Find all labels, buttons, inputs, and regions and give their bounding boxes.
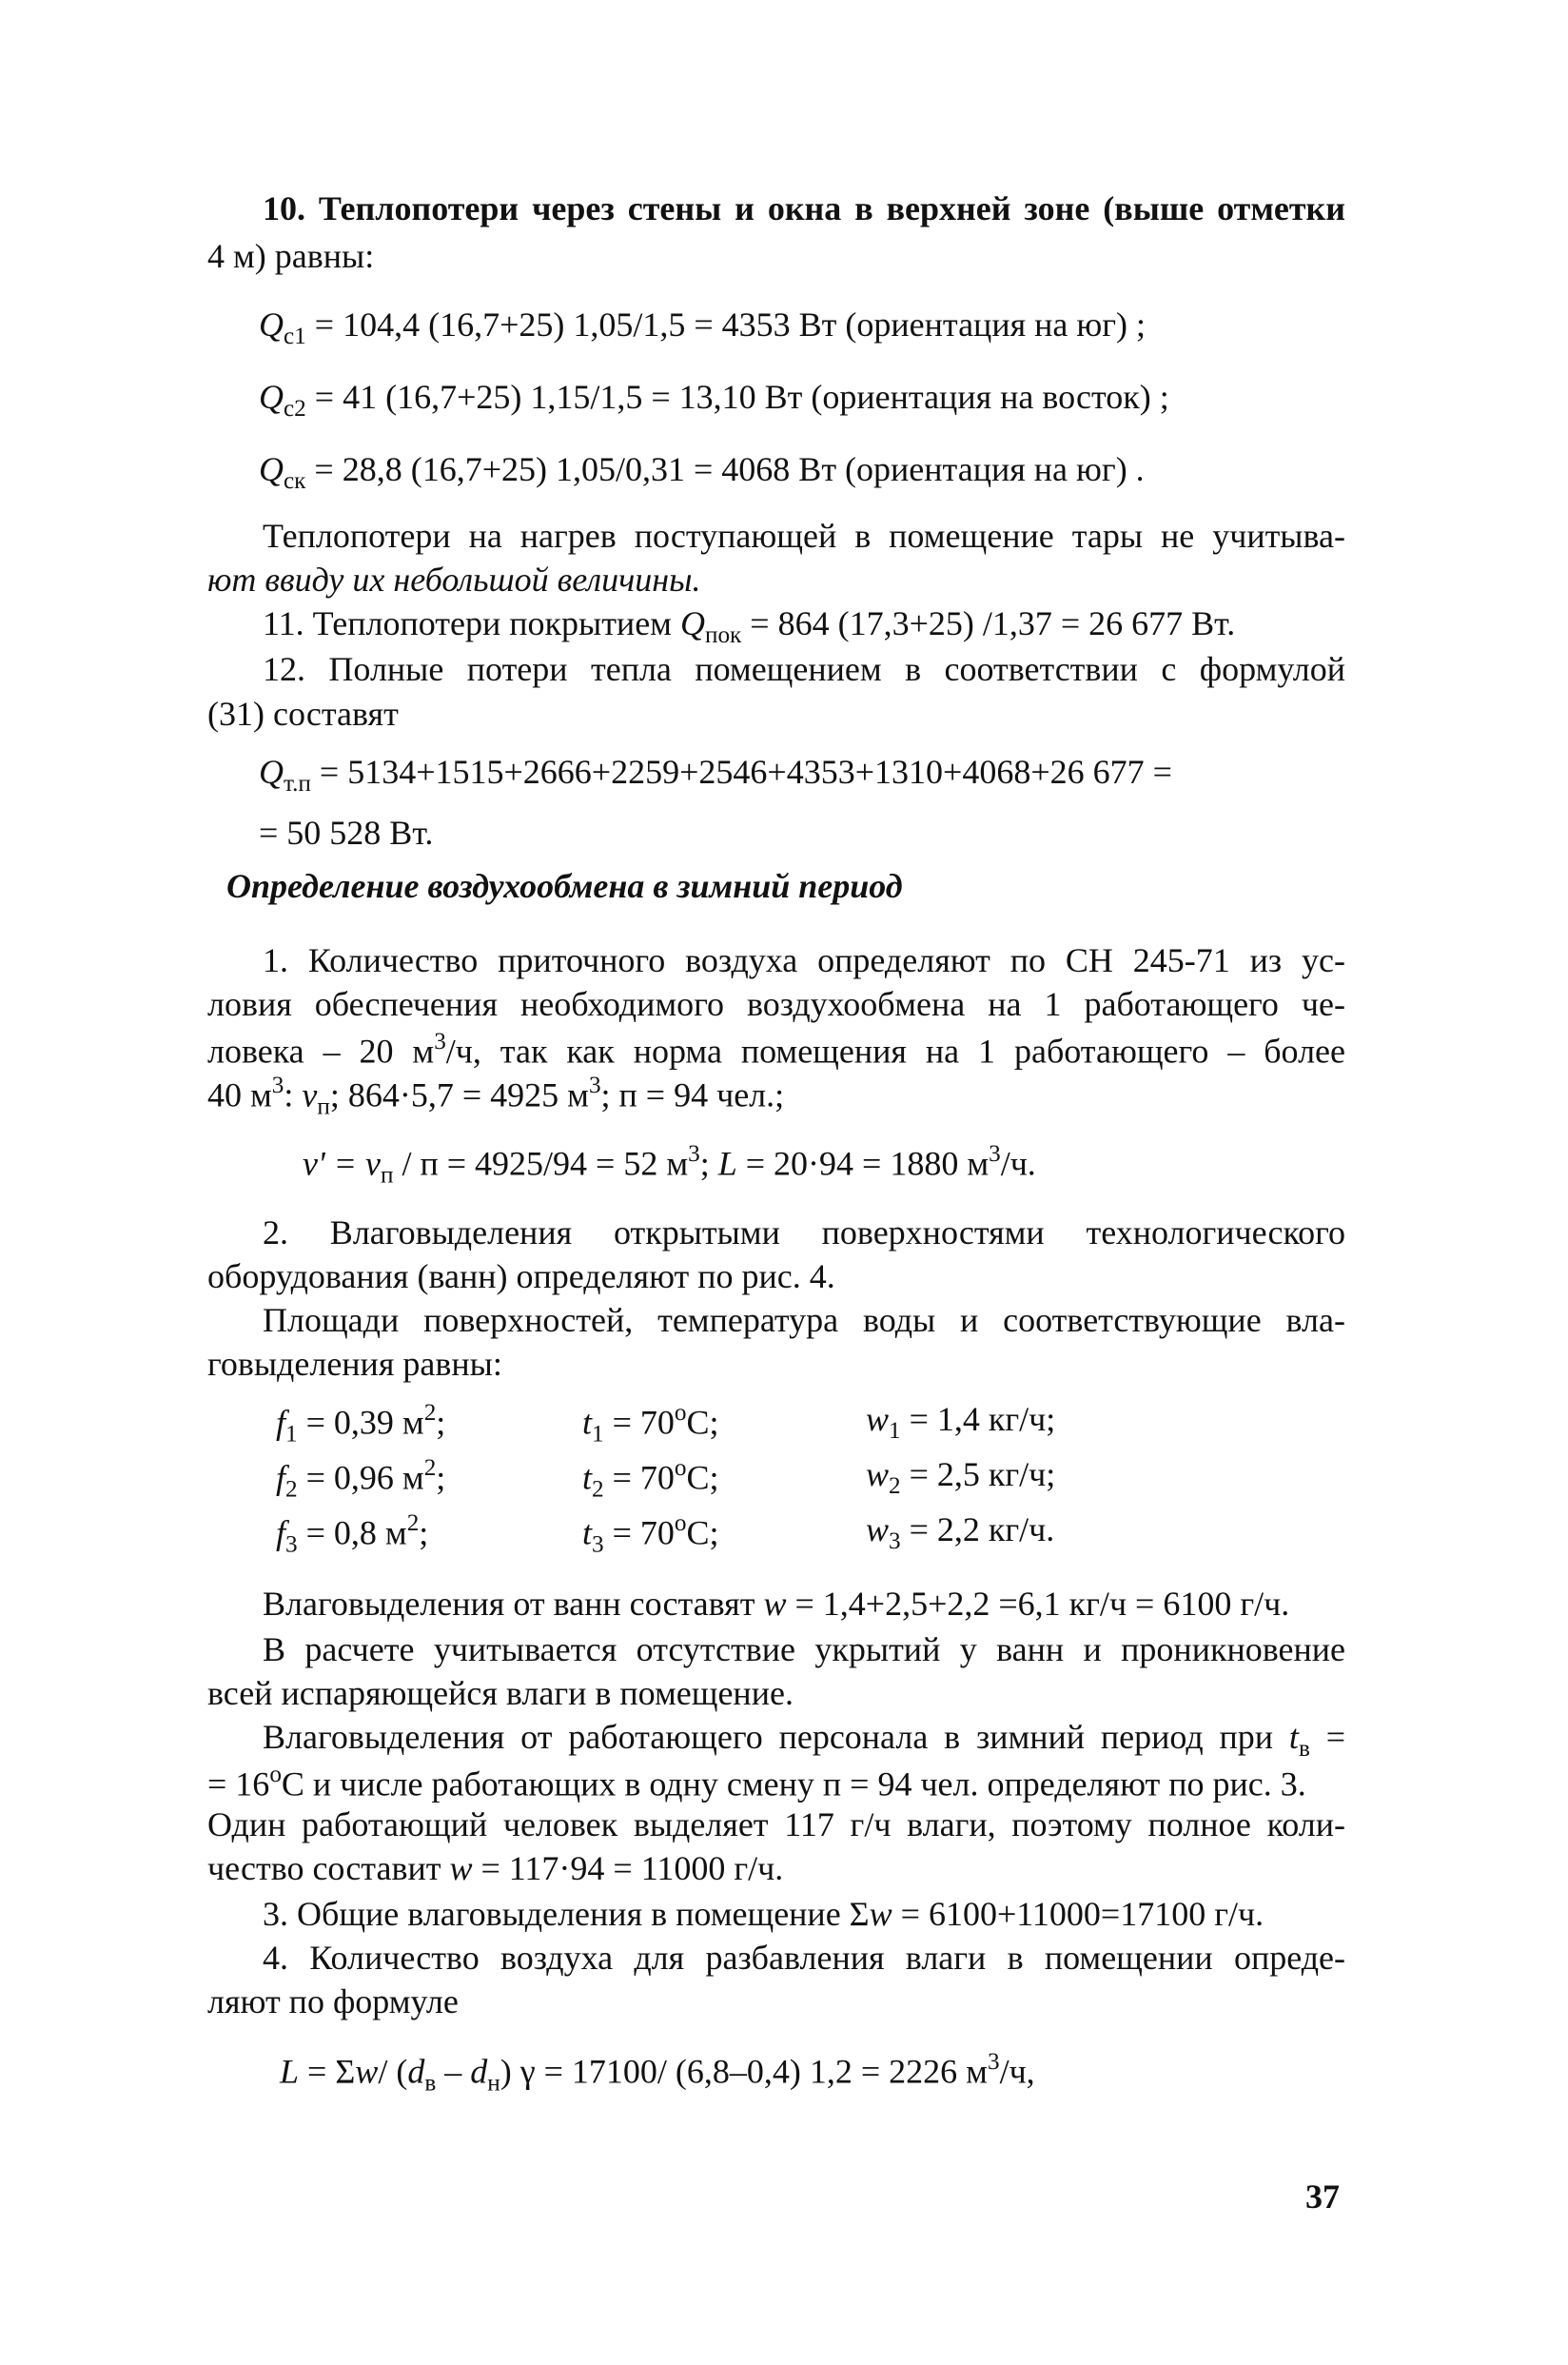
section-heading: Определение воздухообмена в зимний период: [226, 867, 903, 905]
paragraph-2-line-2: оборудования (ванн) определяют по рис. 4.: [207, 1257, 835, 1295]
table-row-2-area: $f_2 = 0,96$ $м^2$;: [276, 1455, 446, 1503]
table-row-3-temp: $t_3 = 70^oC$;: [582, 1510, 719, 1558]
paragraph-4-line-2: ляют по формуле: [207, 1982, 459, 2020]
paragraph-1-line-1: 1. Количество приточного воздуха определяют по СН 245-71 из ус-: [263, 941, 1345, 979]
note-line-2: ют ввиду их небольшой величины.: [207, 561, 701, 599]
paragraph-4-line-1: 4. Количество воздуха для разбавления влаги в помещении опреде-: [263, 1939, 1345, 1977]
paragraph-12-line-1: 12. Полные потери тепла помещением в соответствии с формулой: [263, 650, 1345, 688]
moisture-line-6: Один работающий человек выделяет 117 г/ч влаги, поэтому полное коли-: [207, 1805, 1345, 1843]
paragraph-11: 11. Теплопотери покрытием $Q_{пок} = 864$ (17,3+25) /1,37 = 26 677 Вт.: [263, 604, 1236, 649]
table-row-1-area: $f_1 = 0,39$ $м^2$;: [276, 1400, 446, 1448]
formula-qtp: $Q_{т.п} = 5134+1515+2666+2259+2546+4353+1310+4068+26$ 677 =: [259, 753, 1172, 798]
paragraph-1-line-4: 40 $м^3$: $v_п$; 864·5,7 = 4925 $м^3$; п = 94 чел.;: [207, 1073, 785, 1120]
moisture-line-1: Влаговыделения от ванн составят w = 1,4+2,5+2,2 =6,1 кг/ч = 6100 г/ч.: [263, 1585, 1290, 1623]
table-row-3-moisture: $w_3 = 2,2$ кг/ч.: [866, 1510, 1055, 1555]
moisture-line-5: = $16^oС$ и числе работающих в одну смену п = 94 чел. определяют по рис. 3.: [207, 1762, 1306, 1803]
moisture-line-4: Влаговыделения от работающего персонала в зимний период при $t_в$ =: [263, 1718, 1345, 1763]
formula-air-per-person: $v' = v_п / п = 4925/94 = 52$ $м^3$; L = 20·94 = 1880 $м^3/ч$.: [303, 1141, 1036, 1189]
paragraph-2-line-3: Площади поверхностей, температура воды и соответствующие вла-: [263, 1301, 1345, 1339]
formula-qtp-result: = 50 528 Вт.: [259, 814, 434, 852]
formula-qc1: $Q_{c1} = 104,4$ (16,7+25) 1,05/1,5 = 4353 Вт (ориентация на юг) ;: [259, 305, 1147, 350]
table-row-2-moisture: $w_2 = 2,5$ кг/ч;: [866, 1455, 1056, 1500]
table-row-3-area: $f_3 = 0,8$ $м^2$;: [276, 1510, 429, 1558]
paragraph-2-line-4: говыделения равны:: [207, 1345, 502, 1383]
moisture-line-2: В расчете учитывается отсутствие укрытий у ванн и проникновение: [263, 1630, 1345, 1668]
table-row-2-temp: $t_2 = 70^oC$;: [582, 1455, 719, 1503]
moisture-line-3: всей испаряющейся влаги в помещение.: [207, 1674, 794, 1712]
paragraph-10-line-2: 4 м) равны:: [207, 237, 375, 275]
formula-qck: $Q_{ск} = 28,8$ (16,7+25) 1,05/0,31 = 4068 Вт (ориентация на юг) .: [259, 450, 1145, 495]
moisture-line-7: чество составит w = 117·94 = 11000 г/ч.: [207, 1849, 784, 1887]
table-row-1-temp: $t_1 = 70^oC$;: [582, 1400, 719, 1448]
paragraph-2-line-1: 2. Влаговыделения открытыми поверхностями технологического: [263, 1213, 1345, 1251]
formula-air-for-moisture: L = Σw/ $(d_в - d_н) \gamma = 17100/$ (6,8–0,4) 1,2 = 2226 $м^3/ч$,: [280, 2049, 1035, 2097]
note-line-1: Теплопотери на нагрев поступающей в помещение тары не учитыва-: [263, 517, 1345, 555]
page-number: 37: [1305, 2178, 1340, 2216]
table-row-1-moisture: $w_1 = 1,4$ кг/ч;: [866, 1400, 1056, 1445]
paragraph-10-line-1: 10. Теплопотери через стены и окна в верхней зоне (выше отметки: [263, 189, 1345, 227]
formula-qc2: $Q_{c2} = 41$ (16,7+25) 1,15/1,5 = 13,10 Вт (ориентация на восток) ;: [259, 378, 1169, 423]
paragraph-1-line-3: ловека – 20 $м^3/ч$, так как норма помещения на 1 работающего – более: [207, 1029, 1345, 1071]
paragraph-3: 3. Общие влаговыделения в помещение Σw = 6100+11000=17100 г/ч.: [263, 1895, 1264, 1933]
paragraph-1-line-2: ловия обеспечения необходимого воздухообмена на 1 работающего че-: [207, 985, 1345, 1023]
paragraph-12-line-2: (31) составят: [207, 695, 399, 733]
